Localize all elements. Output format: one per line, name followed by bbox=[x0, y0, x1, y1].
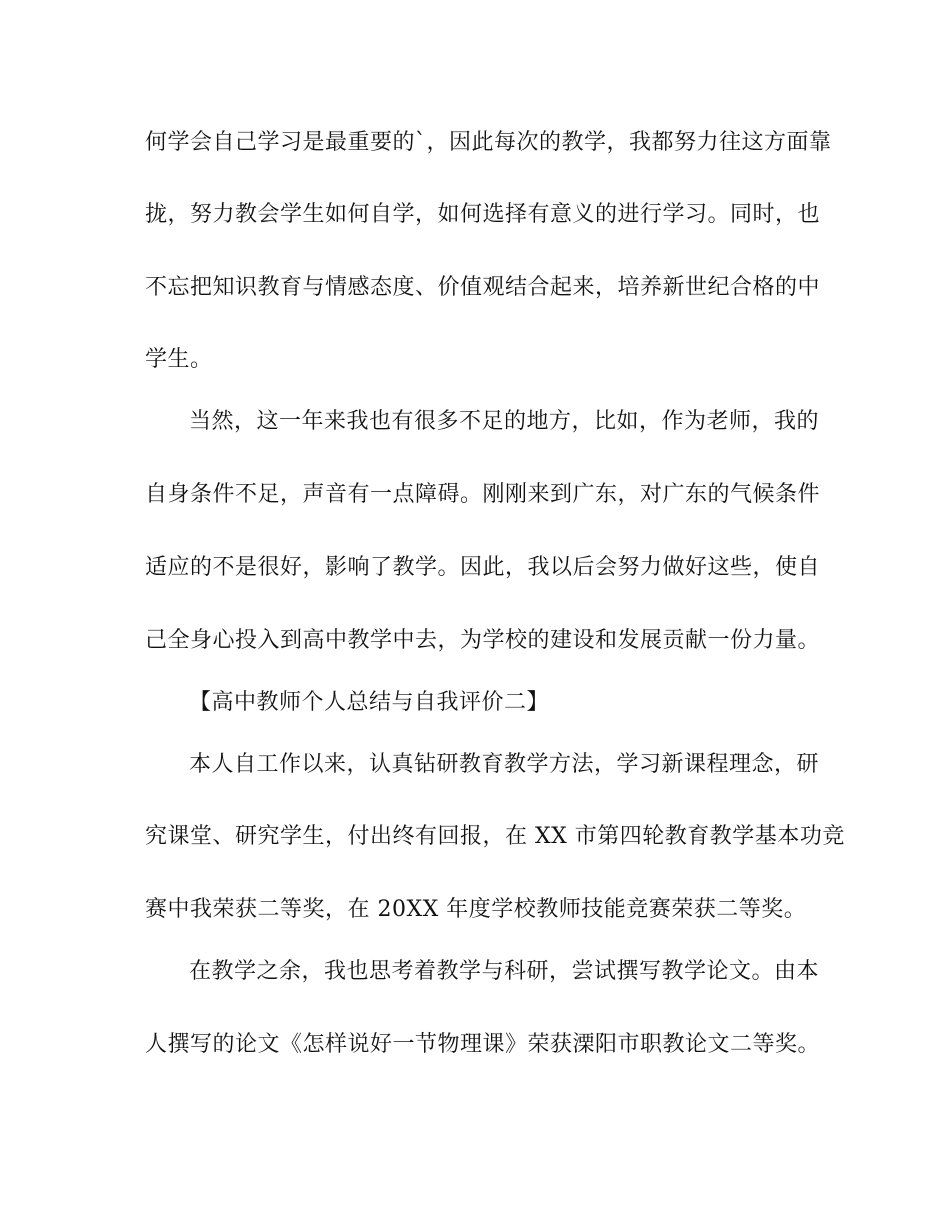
paragraph-line: 在教学之余，我也思考着教学与科研，尝试撰写教学论文。由本 bbox=[189, 959, 820, 984]
paragraph-line: 当然，这一年来我也有很多不足的地方，比如，作为老师，我的 bbox=[189, 409, 820, 434]
paragraph-line: 不忘把知识教育与情感态度、价值观结合起来，培养新世纪合格的中 bbox=[145, 275, 821, 300]
paragraph-line: 自身条件不足，声音有一点障碍。刚刚来到广东，对广东的气候条件 bbox=[145, 482, 821, 507]
paragraph-line: 人撰写的论文《怎样说好一节物理课》荣获溧阳市职教论文二等奖。 bbox=[145, 1032, 821, 1057]
paragraph-line: 赛中我荣获二等奖，在 20XX 年度学校教师技能竞赛荣获二等奖。 bbox=[145, 897, 807, 922]
paragraph-line: 本人自工作以来，认真钻研教育教学方法，学习新课程理念，研 bbox=[189, 752, 820, 777]
paragraph-line: 究课堂、研究学生，付出终有回报，在 XX 市第四轮教育教学基本功竞 bbox=[145, 824, 845, 849]
paragraph-line: 何学会自己学习是最重要的`，因此每次的教学，我都努力往这方面靠 bbox=[145, 130, 832, 155]
paragraph-line: 己全身心投入到高中教学中去，为学校的建设和发展贡献一份力量。 bbox=[145, 628, 821, 653]
section-heading: 【高中教师个人总结与自我评价二】 bbox=[189, 690, 550, 715]
paragraph-line: 适应的不是很好，影响了教学。因此，我以后会努力做好这些，使自 bbox=[145, 555, 821, 580]
paragraph-line: 学生。 bbox=[145, 347, 213, 372]
paragraph-line: 拢，努力教会学生如何自学，如何选择有意义的进行学习。同时，也 bbox=[145, 202, 821, 227]
